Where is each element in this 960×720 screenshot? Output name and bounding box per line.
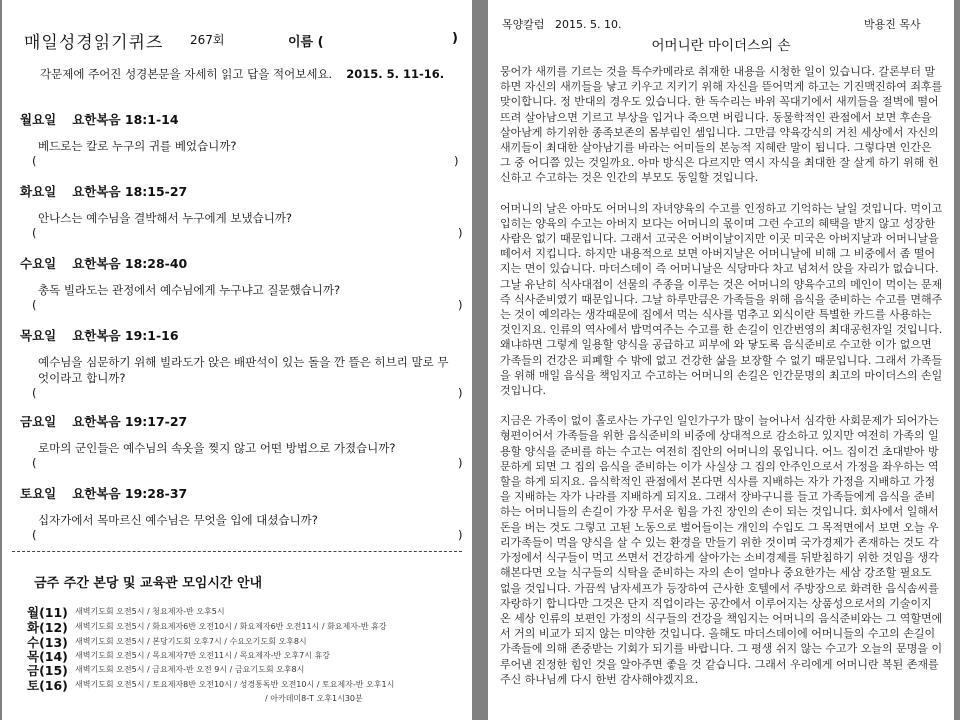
author: 박용진 목사 [864,18,921,31]
day-block-thursday [20,326,465,402]
answer-open-paren: ( [32,386,37,400]
schedule-row [27,603,467,619]
schedule-day: 토(16) [27,678,68,693]
day-heading [20,326,465,344]
instruction-text: 각문제에 주어진 성경본문을 자세히 읽고 답을 적어보세요. [40,67,333,81]
schedule-title: 금주 주간 본당 및 교육관 모임시간 안내 [34,576,263,591]
answer-close-paren: ) [458,298,463,312]
schedule-text: 새벽기도회 오전5시 / 청요제자-반 오후5시 [75,607,225,616]
schedule-text: / 아카데미8-T 오후1시30분 [265,694,363,703]
answer-blank[interactable] [20,456,465,472]
day-label: 목요일 [20,328,57,343]
quiz-number: 267회 [190,33,225,47]
answer-blank[interactable] [20,154,465,170]
date-range: 2015. 5. 11-16. [346,67,445,81]
schedule-day: 화(12) [27,620,68,635]
scripture-ref: 요한복음 19:17-27 [72,414,188,429]
column-label: 목양칼럼 [502,18,545,31]
answer-close-paren: ) [458,528,463,542]
day-heading [20,254,465,272]
answer-open-paren: ( [32,456,37,470]
column-body [500,64,944,702]
question: 예수님을 심문하기 위해 빌라도가 앉은 배판석이 있는 돌을 깐 뜰은 히브리 말로 무엇이라고 합니까? [38,355,449,385]
scripture-ref: 요한복음 18:28-40 [72,256,188,271]
dashed-divider [12,551,462,552]
answer-close-paren: ) [454,154,459,168]
day-heading [20,110,465,128]
day-heading [20,484,465,502]
quiz-header [24,28,464,52]
schedule-text: 새벽기도회 오전5시 / 화요제자6반 오전10시 / 화요제자6반 오전11시 / 화요제자-반 휴강 [75,622,387,631]
paragraph: 어머니의 날은 아마도 어머니의 자녀양육의 수고를 인정하고 기억하는 날일 것입니다. 먹이고 입히는 양육의 수고는 아버지 보다는 어머니의 몫이며 그런 수고의 혜택을 받지 않고 성장한 사람은 없기 때문입니다. 그래서 고국은 어버이날이지만 이곳 미국은 아버지날과 어머니날을 떼어서 지킵니다. 하지만 내용적으로 보면 아버지날은 어머니날에 비해 그 비중에서 좀 떨어지는 면이 있습니다. 마더스데이 즉 어머니날은 식당마다 차고 넘쳐서 앉을 자리가 없습니다. 그날 유난히 식사대접이 선물의 주종을 이루는 것은 어머니의 양육수고의 메인이 먹이는 문제 즉 식사준비였기 때문입니다. 그날 하루만큼은 가족들을 위해 음식을 준비하는 수고를 면해주는 것이 예의라는 생각때문에 집에서 먹는 식사를 멈추고 외식이란 특별한 카드를 사용하는 것인지요. 인류의 역사에서 밥먹여주는 수고를 한 손길이 인간번영의 최대공헌자일 것입니다. 왜냐하면 그렇게 일용할 양식을 공급하고 피부에 와 닿도록 음식준비로 수고한 이가 없으면 가족들의 건강은 피폐할 수 밖에 없고 건강한 삶을 보장할 수 없기 때문입니다. 그래서 가족들을 위해 매일 음식을 책임지고 수고하는 어머니의 손길은 인간문명의 최고의 마이더스의 손일 것입니다. [500,201,943,398]
paragraph: 뭉어가 새끼를 기르는 것을 특수카메라로 취재한 내용을 시청한 일이 있습니다. 갈론부터 말하면 자신의 새끼들을 낳고 키우고 지키기 위해 자신을 뜯어먹게 하고는 기진맥진하여 죄후를 맞이합니다. 정 반대의 경우도 있습니다. 한 독수리는 바위 꼭대기에서 새끼들을 절벽에 떨어뜨려 살아남으면 기르고 부상을 입거나 죽으면 버립니다. 동물학적인 관점에서 보면 후손을 살아남게 하기위한 종족보존의 몸부림인 셈입니다. 그만큼 약육강식의 거친 세상에서 자신의 새끼들이 최대한 살아남기를 바라는 어미들의 본능적 지혜란 말이 됩니다. 그렇다면 인간은 그 중 어디쯤 있는 것일까요. 아마 방식은 다르지만 역시 자식을 최대한 잘 살게 하기 위해 헌신하고 수고하는 것은 인간의 부모도 동일할 것입니다. [500,65,943,185]
instruction [40,66,444,82]
scripture-ref: 요한복음 18:15-27 [72,184,188,199]
day-heading [20,412,465,430]
day-block-tuesday [20,182,465,242]
answer-close-paren: ) [458,456,463,470]
answer-open-paren: ( [32,528,37,542]
scripture-ref: 요한복음 19:1-16 [72,328,179,343]
schedule-row [27,618,467,634]
day-label: 토요일 [20,486,57,501]
scripture-ref: 요한복음 18:1-14 [72,112,179,127]
schedule-day: 수(13) [27,635,68,650]
day-label: 월요일 [20,112,57,127]
answer-blank[interactable] [20,386,465,402]
name-close-paren: ) [452,31,458,46]
schedule-text: 새벽기도회 오전5시 / 토요제자8반 오전10시 / 성경통독반 오전10시 / 토요제자-반 오후1시 [75,680,395,689]
schedule-text: 새벽기도회 오전5시 / 본당기도회 오후7시 / 수요오기도회 오후8시 [75,637,307,646]
answer-blank[interactable] [20,298,465,314]
answer-open-paren: ( [32,298,37,312]
schedule-text: 새벽기도회 오전5시 / 금요제자-반 오전 9시 / 금요기도회 오후8시 [75,665,305,674]
answer-blank[interactable] [20,226,465,242]
question: 안나스는 예수님을 결박해서 누구에게 보냈습니까? [38,211,293,225]
day-block-saturday [20,484,465,544]
answer-blank[interactable] [20,528,465,544]
schedule-row [27,690,467,706]
day-label: 금요일 [20,414,57,429]
day-block-monday [20,110,465,170]
column-page [488,0,954,720]
answer-open-paren: ( [32,154,37,168]
column-title: 어머니란 마이더스의 손 [651,38,791,54]
paragraph: 지금은 가족이 없이 홀로사는 가구인 일인가구가 많이 늘어나서 심각한 사회문제가 되어가는 형편이어서 가족들을 위한 음식준비의 비중에 상대적으로 감소하고 있지만 여전히 가족의 일용할 양식을 준비를 하는 수고는 여전히 집안의 어머니의 몫입니다. 어느 집이건 초대받아 방문하게 되면 그 집의 음식을 준비하는 이가 사실상 그 집의 안주인으로서 가정을 좌우하는 역할을 하게 되지요. 음식학적인 관점에서 본다면 식사를 지배하는 자가 가정을 지배하고 가정을 지배하는 자가 나라를 지배하게 되지요. 그래서 장바구니를 들고 가족들에게 음식을 준비하는 어머니들의 손길이 가장 무서운 힘을 가진 장인의 손이 되는 것입니다. 회사에서 일해서 돈을 버는 것도 그렇고 고된 노동으로 벌어들이는 개인의 수입도 그 목적면에서 보면 오늘 우리가족들이 먹을 양식을 살 수 있는 환경을 만들기 위한 것이며 국가경제가 존재하는 것도 각 가정에서 식구들이 먹고 쓰면서 건강하게 살아가는 소비경제를 뒤받침하기 위한 것임을 생각해본다면 오늘 식구들의 식탁을 준비하는 자의 손이 얼마나 중요한가는 세삼 강조할 필요도 없을 것입니다. 가끔씩 남자세프가 등장하여 근사한 호텔에서 주방장으로 화려한 음식솜씨를 자랑하기 합니다만 그것은 단지 직업이라는 공간에서 이루어지는 상품성으로서의 기술이지 온 세상 인류의 보편인 가정의 식구들의 건강을 책임지는 어머니의 음식준비와는 그 역할면에서 거의 비교가 되지 않는 미약한 것입니다. 올해도 마더스데이에 어머니들의 수고의 손길이 가족들에 의해 존중받는 기회가 되기를 바랍니다. 그 평생 쉬지 않는 수고가 오늘의 문명을 이루어낸 진정한 힘인 것을 알아주면 좋을 것 같습니다. 그래서 우리에게 어머니란 복된 존재를 주신 하나님께 다시 한번 감사해야겠지요. [500,414,943,686]
name-label: 이름 ( [288,35,324,50]
schedule-day: 월(11) [27,605,68,620]
scripture-ref: 요한복음 19:28-37 [72,486,188,501]
answer-close-paren: ) [458,386,463,400]
schedule-row [27,661,467,677]
quiz-title: 매일성경읽기퀴즈 [24,33,164,53]
day-label: 수요일 [20,256,57,271]
question: 십자가에서 목마르신 예수님은 무엇을 입에 대셨습니까? [38,513,318,527]
column-meta [502,16,622,32]
question: 로마의 군인들은 예수님의 속옷을 찢지 않고 어떤 방법으로 가졌습니까? [38,441,396,455]
day-block-wednesday [20,254,465,314]
day-heading [20,182,465,200]
question: 베드로는 칼로 누구의 귀를 베었습니까? [38,139,237,153]
day-block-friday [20,412,465,472]
column-date: 2015. 5. 10. [555,18,622,31]
schedule-day: 목(14) [27,649,68,664]
question: 총독 빌라도는 관정에서 예수님에게 누구냐고 질문했습니까? [38,283,341,297]
answer-open-paren: ( [32,226,37,240]
schedule-day: 금(15) [27,663,68,678]
quiz-page [2,0,472,720]
answer-close-paren: ) [458,226,463,240]
schedule-text: 새벽기도회 오전5시 / 목요제자7반 오전11시 / 목요제자-반 오후7시 휴강 [75,651,330,660]
day-label: 화요일 [20,184,57,199]
